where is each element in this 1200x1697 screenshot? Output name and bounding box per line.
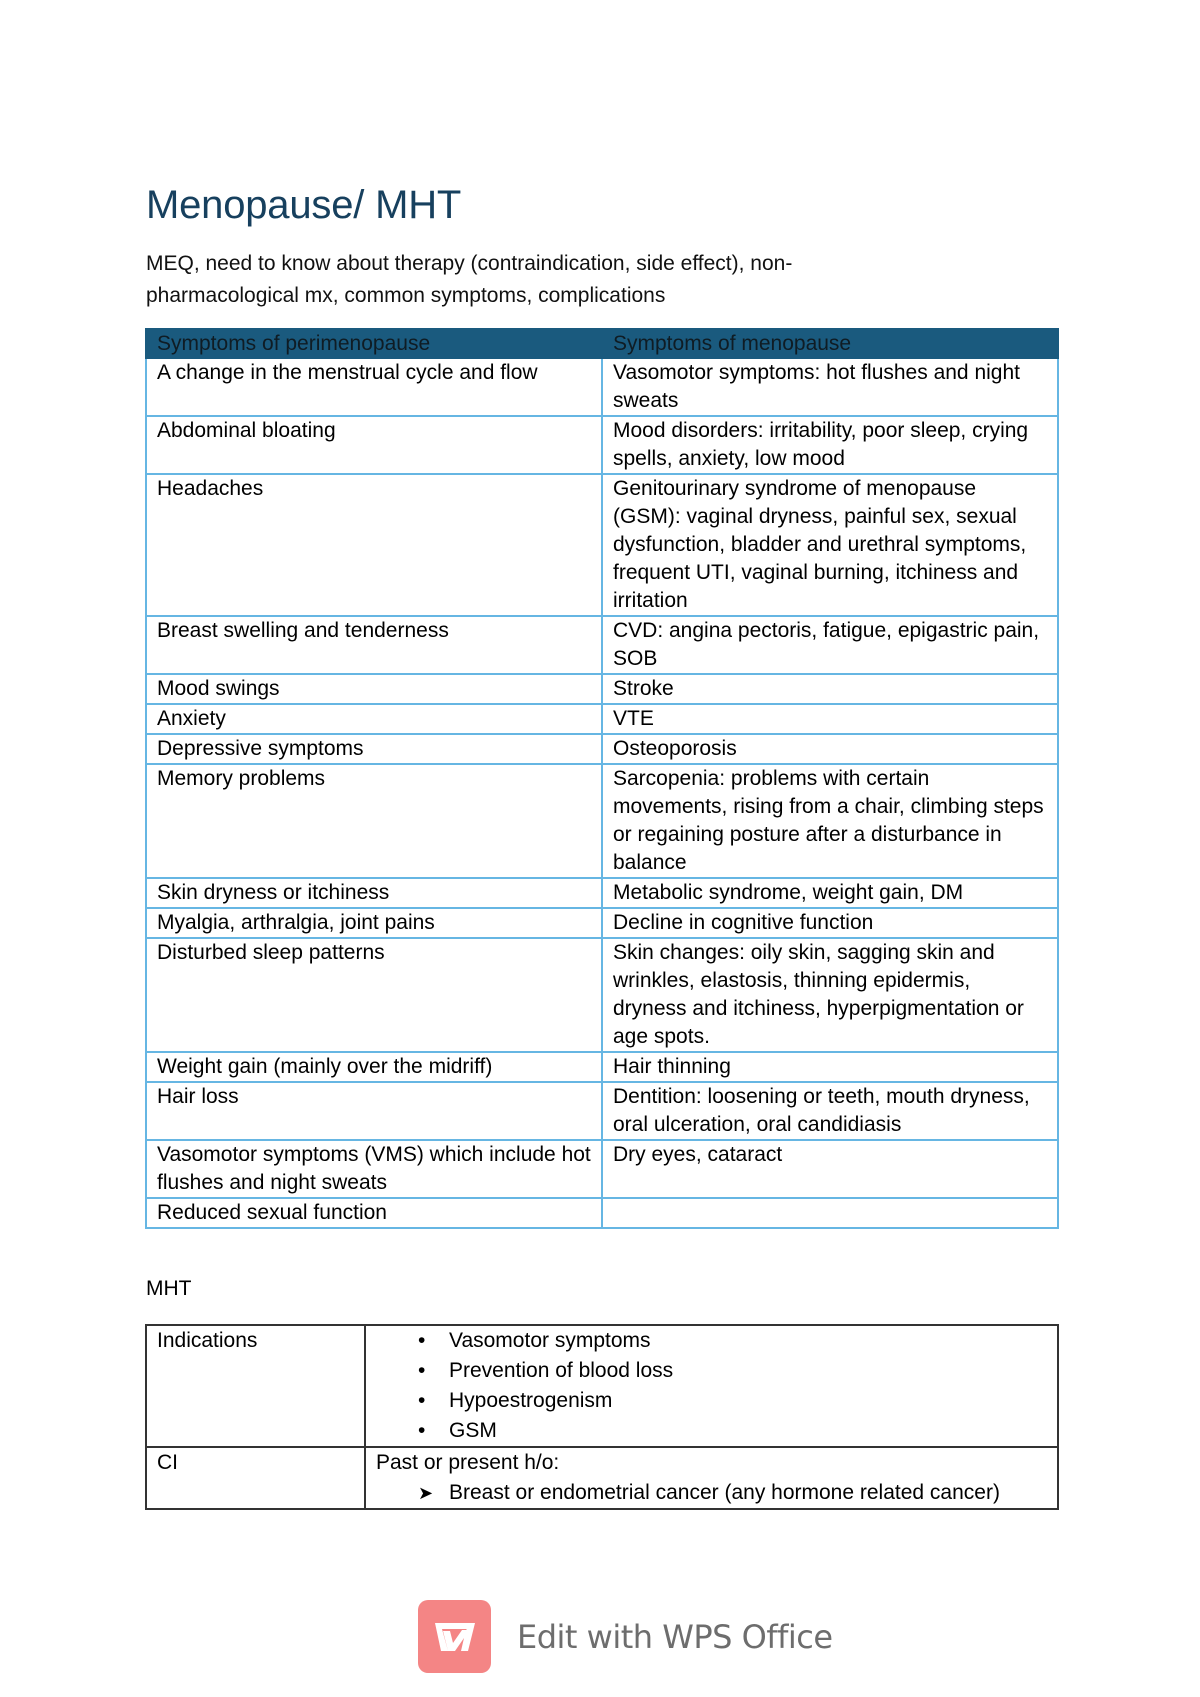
perimenopause-cell: Weight gain (mainly over the midriff) [146,1052,602,1082]
menopause-cell: Genitourinary syndrome of menopause (GSM): vaginal dryness, painful sex, sexual dysfunction, bladder and urethral symptoms, frequent UTI, vaginal burning, itchiness and irritation [602,474,1058,616]
page-title: Menopause/ MHT [146,183,462,227]
table-row [146,938,1058,1052]
menopause-cell: Skin changes: oily skin, sagging skin and wrinkles, elastosis, thinning epidermis, dryness and itchiness, hyperpigmentation or age spots. [602,938,1058,1052]
menopause-cell: CVD: angina pectoris, fatigue, epigastric pain, SOB [602,616,1058,674]
list-item [418,1386,1047,1416]
table-row-indications [146,1325,1058,1447]
menopause-cell: Hair thinning [602,1052,1058,1082]
wps-watermark[interactable] [418,1600,833,1673]
perimenopause-cell: A change in the menstrual cycle and flow [146,358,602,416]
menopause-cell: Metabolic syndrome, weight gain, DM [602,878,1058,908]
bullet-icon: • [418,1419,426,1442]
table-row [146,358,1058,416]
menopause-cell: Dry eyes, cataract [602,1140,1058,1198]
bullet-icon: • [418,1389,426,1412]
table-row [146,1140,1058,1198]
perimenopause-cell: Mood swings [146,674,602,704]
table-row [146,616,1058,674]
indication-text: Vasomotor symptoms [449,1329,651,1352]
perimenopause-cell: Skin dryness or itchiness [146,878,602,908]
bullet-icon: • [418,1329,426,1352]
indications-label: Indications [146,1325,365,1447]
indication-text: GSM [449,1419,497,1442]
menopause-cell: Vasomotor symptoms: hot flushes and night sweats [602,358,1058,416]
wps-logo-icon [418,1600,491,1673]
perimenopause-cell: Breast swelling and tenderness [146,616,602,674]
list-item [418,1326,1047,1356]
menopause-cell [602,1198,1058,1228]
ci-label: CI [146,1447,365,1509]
list-item [418,1356,1047,1386]
table-row [146,734,1058,764]
perimenopause-cell: Reduced sexual function [146,1198,602,1228]
ci-intro: Past or present h/o: [376,1451,560,1474]
menopause-cell: Dentition: loosening or teeth, mouth dryness, oral ulceration, oral candidiasis [602,1082,1058,1140]
ci-cell [365,1447,1058,1509]
indications-list [376,1326,1047,1446]
indications-cell [365,1325,1058,1447]
indication-text: Prevention of blood loss [449,1359,674,1382]
menopause-cell: Stroke [602,674,1058,704]
perimenopause-cell: Anxiety [146,704,602,734]
perimenopause-cell: Disturbed sleep patterns [146,938,602,1052]
mht-table [145,1324,1059,1510]
menopause-cell: Mood disorders: irritability, poor sleep, crying spells, anxiety, low mood [602,416,1058,474]
table-row [146,416,1058,474]
ci-list [376,1478,1047,1508]
menopause-cell: Sarcopenia: problems with certain movements, rising from a chair, climbing steps or regaining posture after a disturbance in balance [602,764,1058,878]
wps-watermark-text: Edit with WPS Office [517,1617,833,1656]
list-item [418,1478,1047,1508]
table-row-ci [146,1447,1058,1509]
arrow-bullet-icon: ➤ [418,1483,434,1503]
perimenopause-cell: Depressive symptoms [146,734,602,764]
ci-text: Breast or endometrial cancer (any hormone related cancer) [449,1481,1000,1504]
table-row [146,1198,1058,1228]
header-perimenopause: Symptoms of perimenopause [146,329,602,358]
perimenopause-cell: Abdominal bloating [146,416,602,474]
table-row [146,1052,1058,1082]
perimenopause-cell: Myalgia, arthralgia, joint pains [146,908,602,938]
table-row [146,704,1058,734]
symptoms-table-body [146,358,1058,1228]
intro-paragraph: MEQ, need to know about therapy (contraindication, side effect), non-pharmacological mx, common symptoms, complications [146,252,793,307]
table-row [146,908,1058,938]
perimenopause-cell: Hair loss [146,1082,602,1140]
symptoms-table [145,328,1059,1229]
table-row [146,1082,1058,1140]
indication-text: Hypoestrogenism [449,1389,613,1412]
section-label-mht: MHT [146,1277,192,1300]
table-row [146,674,1058,704]
menopause-cell: VTE [602,704,1058,734]
table-header-row [146,329,1058,358]
perimenopause-cell: Vasomotor symptoms (VMS) which include hot flushes and night sweats [146,1140,602,1198]
perimenopause-cell: Memory problems [146,764,602,878]
header-menopause: Symptoms of menopause [602,329,1058,358]
table-row [146,764,1058,878]
bullet-icon: • [418,1359,426,1382]
table-row [146,878,1058,908]
list-item [418,1416,1047,1446]
perimenopause-cell: Headaches [146,474,602,616]
menopause-cell: Decline in cognitive function [602,908,1058,938]
table-row [146,474,1058,616]
menopause-cell: Osteoporosis [602,734,1058,764]
